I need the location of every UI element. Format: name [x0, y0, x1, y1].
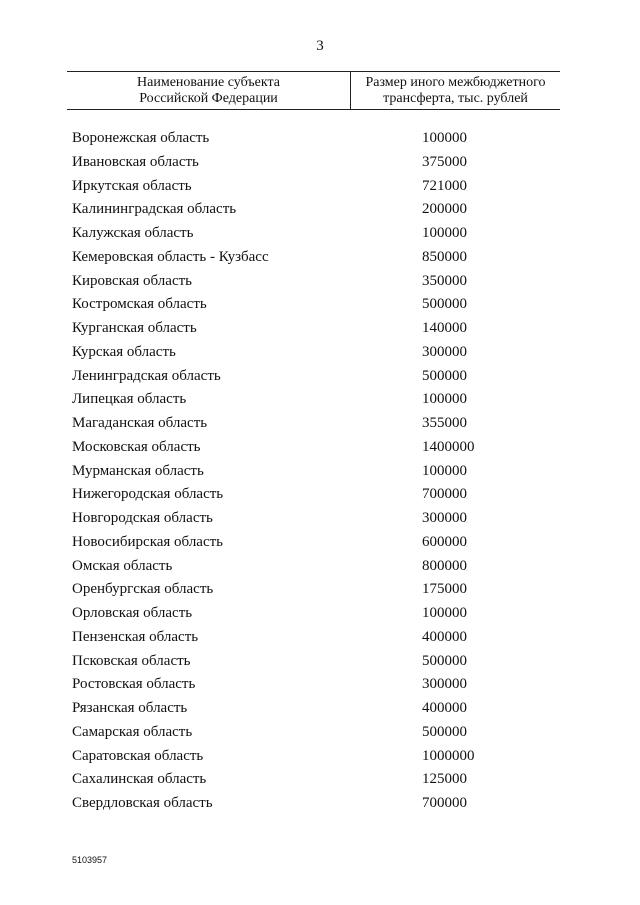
- transfer-amount-cell: 355000: [422, 415, 467, 431]
- region-name-cell: Мурманская область: [72, 462, 204, 479]
- table-row: [67, 768, 560, 792]
- region-name-cell: Магаданская область: [72, 415, 208, 431]
- transfer-amount-cell: 100000: [422, 605, 467, 621]
- header-region-line2: Российской Федерации: [139, 91, 278, 106]
- region-name-cell: Курганская область: [72, 320, 197, 336]
- region-name-cell: Липецкая область: [72, 391, 187, 408]
- region-name-cell: Пензенская область: [72, 628, 199, 645]
- transfer-amount-cell: 100000: [422, 130, 467, 146]
- region-name-cell: Воронежская область: [72, 130, 210, 146]
- transfer-amount-cell: 175000: [422, 581, 467, 598]
- transfer-amount-cell: 800000: [422, 557, 467, 574]
- region-name-cell: Оренбургская область: [72, 581, 214, 598]
- region-name-cell: Свердловская область: [72, 795, 213, 811]
- region-name-cell: Саратовская область: [72, 747, 204, 764]
- region-name-cell: Самарская область: [72, 723, 193, 740]
- table-row: [67, 365, 560, 389]
- table-row: [67, 697, 560, 721]
- region-name-cell: Сахалинская область: [72, 771, 207, 788]
- region-name-cell: Псковская область: [72, 652, 191, 669]
- region-name-cell: Костромская область: [72, 296, 207, 313]
- region-name-cell: Омская область: [72, 557, 173, 574]
- table-row: [67, 483, 560, 507]
- transfer-amount-cell: 500000: [422, 723, 467, 740]
- transfer-amount-cell: 700000: [422, 795, 467, 811]
- region-name-cell: Рязанская область: [72, 700, 188, 716]
- transfer-amount-cell: 850000: [422, 248, 467, 265]
- table-row: [67, 673, 560, 697]
- transfer-amount-cell: 500000: [422, 652, 467, 669]
- region-name-cell: Московская область: [72, 438, 201, 455]
- region-name-cell: Калужская область: [72, 225, 194, 241]
- table-body: [67, 127, 560, 816]
- region-name-cell: Орловская область: [72, 605, 193, 621]
- region-name-cell: Кировская область: [72, 272, 193, 289]
- table-row: [67, 436, 560, 460]
- table-row: [67, 341, 560, 365]
- transfer-amount-cell: 500000: [422, 367, 467, 384]
- region-name-cell: Ростовская область: [72, 676, 196, 693]
- region-name-cell: Новгородская область: [72, 510, 213, 526]
- table-row: [67, 602, 560, 626]
- transfer-amount-cell: 300000: [422, 676, 467, 693]
- table-row: [67, 412, 560, 436]
- transfer-table: [67, 71, 560, 816]
- table-row: [67, 270, 560, 294]
- table-row: [67, 151, 560, 175]
- transfer-amount-cell: 400000: [422, 628, 467, 645]
- transfer-amount-cell: 375000: [422, 153, 467, 170]
- table-row: [67, 246, 560, 270]
- transfer-amount-cell: 300000: [422, 510, 467, 526]
- table-row: [67, 745, 560, 769]
- table-row: [67, 507, 560, 531]
- transfer-amount-cell: 200000: [422, 201, 467, 218]
- table-row: [67, 317, 560, 341]
- transfer-amount-cell: 721000: [422, 177, 467, 194]
- transfer-amount-cell: 500000: [422, 296, 467, 313]
- table-row: [67, 388, 560, 412]
- table-row: [67, 198, 560, 222]
- region-name-cell: Иркутская область: [72, 177, 192, 194]
- table-header: [67, 71, 560, 110]
- header-region-line1: Наименование субъекта: [137, 75, 280, 90]
- table-row: [67, 293, 560, 317]
- table-row: [67, 555, 560, 579]
- transfer-amount-cell: 1000000: [422, 747, 475, 764]
- table-row: [67, 127, 560, 151]
- document-code: 5103957: [72, 855, 108, 865]
- region-name-cell: Курская область: [72, 343, 176, 360]
- transfer-amount-cell: 100000: [422, 225, 467, 241]
- header-amount-column: [350, 72, 560, 109]
- transfer-amount-cell: 350000: [422, 272, 467, 289]
- table-row: [67, 175, 560, 199]
- transfer-amount-cell: 125000: [422, 771, 467, 788]
- transfer-amount-cell: 1400000: [422, 438, 475, 455]
- transfer-amount-cell: 600000: [422, 533, 467, 550]
- page-number: 3: [316, 38, 324, 54]
- region-name-cell: Новосибирская область: [72, 533, 224, 550]
- transfer-amount-cell: 140000: [422, 320, 467, 336]
- region-name-cell: Ленинградская область: [72, 367, 221, 384]
- table-row: [67, 721, 560, 745]
- table-row: [67, 650, 560, 674]
- region-name-cell: Ивановская область: [72, 153, 199, 170]
- table-row: [67, 460, 560, 484]
- transfer-amount-cell: 400000: [422, 700, 467, 716]
- header-region-column: [67, 72, 350, 109]
- header-amount-line2: трансферта, тыс. рублей: [383, 91, 528, 106]
- transfer-amount-cell: 300000: [422, 343, 467, 360]
- table-row: [67, 626, 560, 650]
- table-row: [67, 578, 560, 602]
- table-row: [67, 792, 560, 816]
- region-name-cell: Калининградская область: [72, 201, 237, 218]
- transfer-amount-cell: 700000: [422, 486, 467, 503]
- region-name-cell: Нижегородская область: [72, 486, 224, 503]
- transfer-amount-cell: 100000: [422, 391, 467, 408]
- transfer-amount-cell: 100000: [422, 462, 467, 479]
- header-amount-line1: Размер иного межбюджетного: [365, 75, 546, 90]
- region-name-cell: Кемеровская область - Кузбасс: [72, 248, 269, 265]
- table-row: [67, 531, 560, 555]
- table-row: [67, 222, 560, 246]
